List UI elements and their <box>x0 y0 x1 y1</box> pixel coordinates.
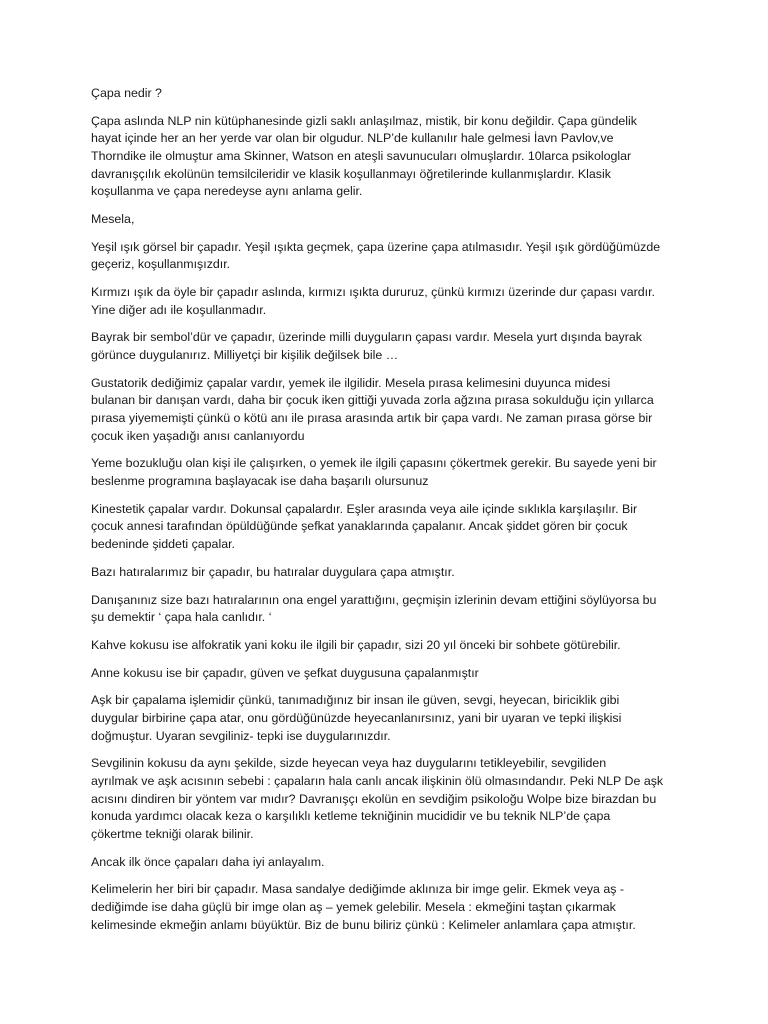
paragraph-client: Danışanınız size bazı hatıralarının ona engel yarattığını, geçmişin izlerinin devam ettiğini söylüyorsa bu şu demektir ‘ çapa hala canlıdır. ‘ <box>91 592 657 625</box>
paragraph-flag: Bayrak bir sembol’dür ve çapadır, üzerinde milli duyguların çapası vardır. Mesela yurt dışında bayrak görünce duygulanırız. Milliyetçi bir kişilik değilsek bile … <box>91 330 642 363</box>
paragraph-red-light: Kırmızı ışık da öyle bir çapadır aslında, kırmızı ışıkta dururuz, çünkü kırmızı üzerinde dur çapası vardır. Yine diğer adı ile koşullanmadır. <box>91 285 655 317</box>
paragraph-intro: Çapa aslında NLP nin kütüphanesinde gizli saklı anlaşılmaz, mistik, bir konu değildir. Çapa gündelik hayat içinde her an her yerde var olan bir olgudur. NLP’de kullanılır hale gelmesi İavn Pavlov,ve Thorndike ile olmuştur ama Skinner, Watson en ateşli savunucuları olmuşlardır. 10larca psikologlar davranışçılık ekolünün temsilcileridir ve klasik koşullanmayı öğretilerinde kullanmışlardır. Klasik koşullanma ve çapa neredeyse aynı anlama gelir. <box>91 113 637 199</box>
paragraph-eating-disorder: Yeme bozukluğu olan kişi ile çalışırken, o yemek ile ilgili çapasını çökertmek gerekir. Bu sayede yeni bir beslenme programına başlayacak ise daha başarılı olursunuz <box>91 456 657 488</box>
document-title: Çapa nedir ? <box>91 86 162 100</box>
paragraph-lover-scent: Sevgilinin kokusu da aynı şekilde, sizde heyecan veya haz duygularını tetikleyebilir, sevgiliden ayrılmak ve aşk acısının sebebi : çapaların hala canlı ancak ilişkinin ölü olmasındandır. Peki NLP De aşk acısını dindiren bir yöntem var mıdır? Davranışçı ekolün en sevdiğim psikoloğu Wolpe bize birazdan bu konuda yardımcı olacak keza o karşılıklı ketleme tekniğinin mucididir ve bu teknik NLP’de çapa çökertme tekniği olarak bilinir. <box>91 756 664 841</box>
paragraph-green-light: Yeşil ışık görsel bir çapadır. Yeşil ışıkta geçmek, çapa üzerine çapa atılmasıdır. Yeşil ışık gördüğümüzde geçeriz, koşullanmışızdır. <box>91 239 661 272</box>
document-page <box>91 85 691 944</box>
paragraph-memories: Bazı hatıralarımız bir çapadır, bu hatıralar duygulara çapa atmıştır. <box>91 564 455 579</box>
paragraph-mother-scent: Anne kokusu ise bir çapadır, güven ve şefkat duygusuna çapalanmıştır <box>91 665 479 680</box>
paragraph-understand: Ancak ilk önce çapaları daha iyi anlayalım. <box>91 854 325 869</box>
paragraph-mesela: Mesela, <box>91 211 135 226</box>
paragraph-gustatory: Gustatorik dediğimiz çapalar vardır, yemek ile ilgilidir. Mesela pırasa kelimesini duyunca midesi bulanan bir danışan vardı, daha bir çocuk iken gittiği yuvada zorla ağzına pırasa sokulduğu için yıllarca pırasa yiyememişti çünkü o kötü anı ile pırasa arasında artık bir çapa vardı. Ne zaman pırasa görse bir çocuk iken yaşadığı anısı canlanıyordu <box>91 375 654 443</box>
paragraph-love: Aşk bir çapalama işlemidir çünkü, tanımadığınız bir insan ile güven, sevgi, heyecan, biriciklik gibi duygular birbirine çapa atar, onu gördüğünüzde heyecanlanırsınız, yani bir uyaran ve tepki ilişkisi doğmuştur. Uyaran sevgiliniz- tepki ise duygularınızdır. <box>91 693 622 743</box>
paragraph-words: Kelimelerin her biri bir çapadır. Masa sandalye dediğimde aklınıza bir imge gelir. Ekmek veya aş - dediğimde ise daha güçlü bir imge olan aş – yemek gelebilir. Mesela : ekmeğini taştan çıkarmak kelimesinde ekmeğin anlamı büyüktür. Biz de bunu biliriz çünkü : Kelimeler anlamlara çapa atmıştır. <box>91 882 636 932</box>
paragraph-kinesthetic: Kinestetik çapalar vardır. Dokunsal çapalardır. Eşler arasında veya aile içinde sıklıkla karşılaşılır. Bir çocuk annesi tarafından öpüldüğünde şefkat yanaklarında çapalanır. Ancak şiddet gören bir çocuk bedeninde şiddeti çapalar. <box>91 501 638 551</box>
paragraph-coffee: Kahve kokusu ise alfokratik yani koku ile ilgili bir çapadır, sizi 20 yıl önceki bir sohbete götürebilir. <box>91 637 621 652</box>
